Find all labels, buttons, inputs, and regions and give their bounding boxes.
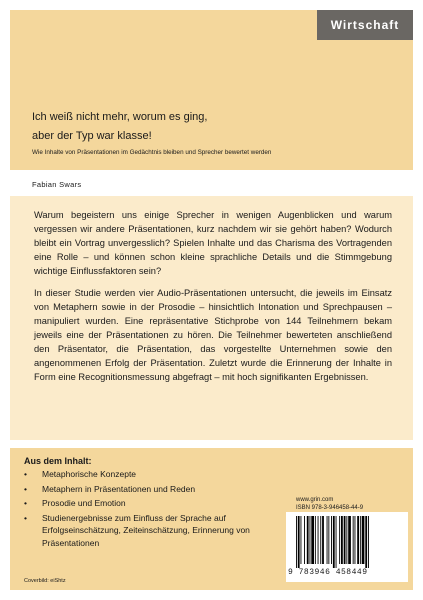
isbn-number: ISBN 978-3-946458-44-9 bbox=[296, 505, 364, 511]
bullet-icon: • bbox=[24, 483, 27, 494]
bullet-icon: • bbox=[24, 512, 27, 523]
barcode-bar bbox=[298, 516, 300, 568]
barcode-bar bbox=[322, 516, 324, 564]
barcode-bar bbox=[357, 516, 359, 564]
list-item bbox=[24, 483, 264, 496]
list-item-text: Metaphorische Konzepte bbox=[42, 469, 137, 479]
barcode-bar bbox=[328, 516, 329, 564]
barcode-bar bbox=[353, 516, 354, 564]
blurb-paragraph-2: In dieser Studie werden vier Audio-Präsentationen untersucht, die jeweils im Einsatz von Metaphern sowie in der Prosodie – hinsichtlich Intonation und Sprechpausen – manipuliert wurden. Eine repräsentative Stichprobe von 144 Teilnehmern bekam jeweils eine der Präsentationen zu hören. Die Teilnehmer bewerteten anschließend den Präsentator, die Präsentation, das vorgestellte Unternehmen sowie den angenommenen Erfolg der Präsentation. Zuletzt wurde die Erinnerung der Inhalte in Form eine Recognitionsmessung abgefragt – mit hoch signifikanten Ergebnissen. bbox=[34, 288, 392, 382]
title-line-2: aber der Typ war klasse! bbox=[32, 130, 152, 142]
contents-heading: Aus dem Inhalt: bbox=[24, 456, 92, 466]
barcode-bar bbox=[327, 516, 328, 564]
barcode-bar bbox=[333, 516, 335, 568]
barcode-bar bbox=[318, 516, 319, 564]
blurb-band bbox=[10, 196, 413, 440]
list-item bbox=[24, 497, 264, 510]
barcode-bar bbox=[301, 516, 302, 564]
barcode-bar bbox=[307, 516, 309, 564]
barcode-bar bbox=[365, 516, 367, 568]
publisher-info bbox=[296, 496, 363, 512]
list-item-text: Metaphern in Präsentationen und Reden bbox=[42, 483, 196, 494]
barcode-bar bbox=[346, 516, 347, 564]
barcode-bar bbox=[355, 516, 356, 564]
barcode-bar bbox=[331, 516, 332, 564]
barcode-bar bbox=[341, 516, 343, 564]
contents-band bbox=[10, 448, 413, 590]
title-line-1: Ich weiß nicht mehr, worum es ging, bbox=[32, 111, 208, 123]
barcode bbox=[286, 512, 408, 582]
book-subtitle: Wie Inhalte von Präsentationen im Gedächtnis bleiben und Sprecher bewertet werden bbox=[32, 149, 272, 156]
blurb-paragraph-1: Warum begeistern uns einige Sprecher in wenigen Augenblicken und warum vergessen wir andere Präsentationen, kurz nachdem wir sie gehört haben? Wodurch bleibt ein Vortrag unvergesslich? Spielen Inhalte und das Charisma des Vortragenden eine Rolle – und können schon kleine sprachliche Details und die Stimmgebung wichtige Einflussfaktoren sein? bbox=[34, 210, 392, 276]
contents-list bbox=[24, 468, 264, 549]
barcode-bar bbox=[339, 516, 340, 564]
barcode-bar bbox=[320, 516, 321, 564]
barcode-bar bbox=[362, 516, 365, 564]
barcode-bar bbox=[310, 516, 311, 564]
author-name: Fabian Swars bbox=[32, 180, 82, 189]
blurb-text bbox=[34, 208, 392, 392]
list-item-text: Prosodie und Emotion bbox=[42, 498, 126, 508]
barcode-bar bbox=[304, 516, 305, 564]
list-item-text: Studienergebnisse zum Einfluss der Sprache auf Erfolgseinschätzung, Zeiteinschätzung, Erinnerung von Präsentationen bbox=[42, 512, 250, 548]
barcode-bar bbox=[344, 516, 346, 564]
bullet-icon: • bbox=[24, 469, 27, 479]
barcode-digits: 9 783946 458449 bbox=[288, 568, 368, 577]
barcode-bar bbox=[348, 516, 351, 564]
title-band bbox=[10, 10, 413, 170]
cover-image-credit: Coverbild: eiShtz bbox=[24, 578, 66, 584]
barcode-bar bbox=[315, 516, 316, 564]
category-badge: Wirtschaft bbox=[317, 10, 413, 40]
barcode-bar bbox=[336, 516, 337, 568]
barcode-bar bbox=[296, 516, 297, 568]
contents-section bbox=[24, 456, 264, 551]
book-title bbox=[32, 108, 392, 146]
list-item bbox=[24, 512, 264, 550]
barcode-bars bbox=[294, 516, 400, 568]
barcode-bar bbox=[368, 516, 369, 568]
barcode-bar bbox=[311, 516, 314, 564]
barcode-bar bbox=[360, 516, 361, 564]
list-item bbox=[24, 468, 264, 481]
website-url: www.grin.com bbox=[296, 497, 334, 503]
bullet-icon: • bbox=[24, 498, 27, 508]
